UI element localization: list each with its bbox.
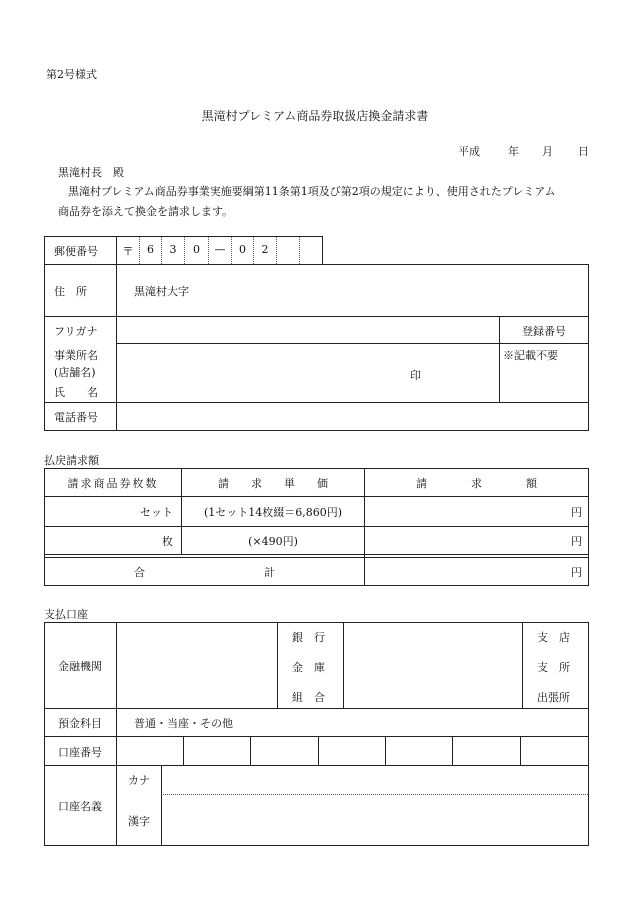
branch-type-shucchojo: 出張所 (537, 691, 570, 704)
date-month: 月 (542, 145, 553, 158)
postal-label: 郵便番号 (54, 245, 98, 258)
total-currency: 円 (571, 566, 582, 579)
row-currency: 円 (571, 535, 582, 548)
total-label-right: 計 (264, 566, 275, 579)
addressee: 黒滝村長 殿 (58, 166, 124, 179)
row-unit: 枚 (162, 535, 173, 548)
account-holder-label: 口座名義 (58, 800, 102, 813)
row-price: (×490円) (248, 535, 298, 548)
address-value[interactable]: 黒滝村大字 (134, 285, 189, 298)
refund-header-count: 請求商品券枚数 (67, 477, 159, 490)
row-price: (1セット14枚綴＝6,860円) (203, 506, 343, 519)
registration-note: ※記載不要 (503, 349, 558, 362)
phone-label: 電話番号 (54, 411, 98, 424)
postal-digit[interactable]: 3 (169, 243, 177, 256)
institution-label: 金融機関 (58, 660, 102, 673)
refund-header-price: 請 求 単 価 (218, 477, 328, 490)
postal-mark: 〒 (122, 245, 134, 258)
address-label: 住 所 (54, 285, 87, 298)
total-label-left: 合 (134, 566, 145, 579)
holder-kana-label: カナ (128, 774, 150, 787)
branch-type-shisho: 支 所 (537, 661, 570, 674)
store-name-label: (店舗名) (54, 366, 96, 379)
postal-digit[interactable]: 0 (193, 243, 200, 256)
institution-type-shinkin: 金 庫 (292, 661, 325, 674)
account-section-label: 支払口座 (44, 608, 88, 621)
date-year: 年 (508, 145, 519, 158)
business-name-label: 事業所名 (54, 349, 98, 362)
account-number-label: 口座番号 (58, 746, 102, 759)
postal-dash: — (214, 243, 226, 256)
holder-kanji-label: 漢字 (128, 815, 150, 828)
postal-digit[interactable]: 2 (261, 243, 269, 256)
person-name-label: 氏 名 (54, 386, 98, 399)
institution-type-bank: 銀 行 (292, 631, 325, 644)
deposit-label: 預金科目 (58, 717, 102, 730)
date-era: 平成 (458, 145, 480, 158)
refund-section-label: 払戻請求額 (44, 454, 99, 467)
body-line-2: 商品券を添えて換金を請求します。 (58, 205, 234, 218)
postal-digit[interactable]: 0 (239, 243, 246, 256)
registration-label: 登録番号 (522, 325, 566, 338)
refund-header-amount: 請 求 額 (416, 477, 537, 490)
row-currency: 円 (571, 506, 582, 519)
furigana-label: フリガナ (54, 325, 98, 338)
row-unit: セット (140, 506, 173, 519)
branch-type-shiten: 支 店 (537, 631, 570, 644)
institution-type-kumiai: 組 合 (292, 691, 325, 704)
page-title: 黒滝村プレミアム商品券取扱店換金請求書 (201, 109, 429, 123)
seal-mark: 印 (410, 369, 421, 382)
deposit-options[interactable]: 普通・当座・その他 (134, 717, 233, 730)
postal-digit[interactable]: 6 (147, 243, 154, 256)
date-day: 日 (578, 145, 589, 158)
form-number: 第2号様式 (46, 68, 97, 81)
body-line-1: 黒滝村プレミアム商品券事業実施要綱第11条第1項及び第2項の規定により、使用されたプレミアム (68, 185, 556, 198)
